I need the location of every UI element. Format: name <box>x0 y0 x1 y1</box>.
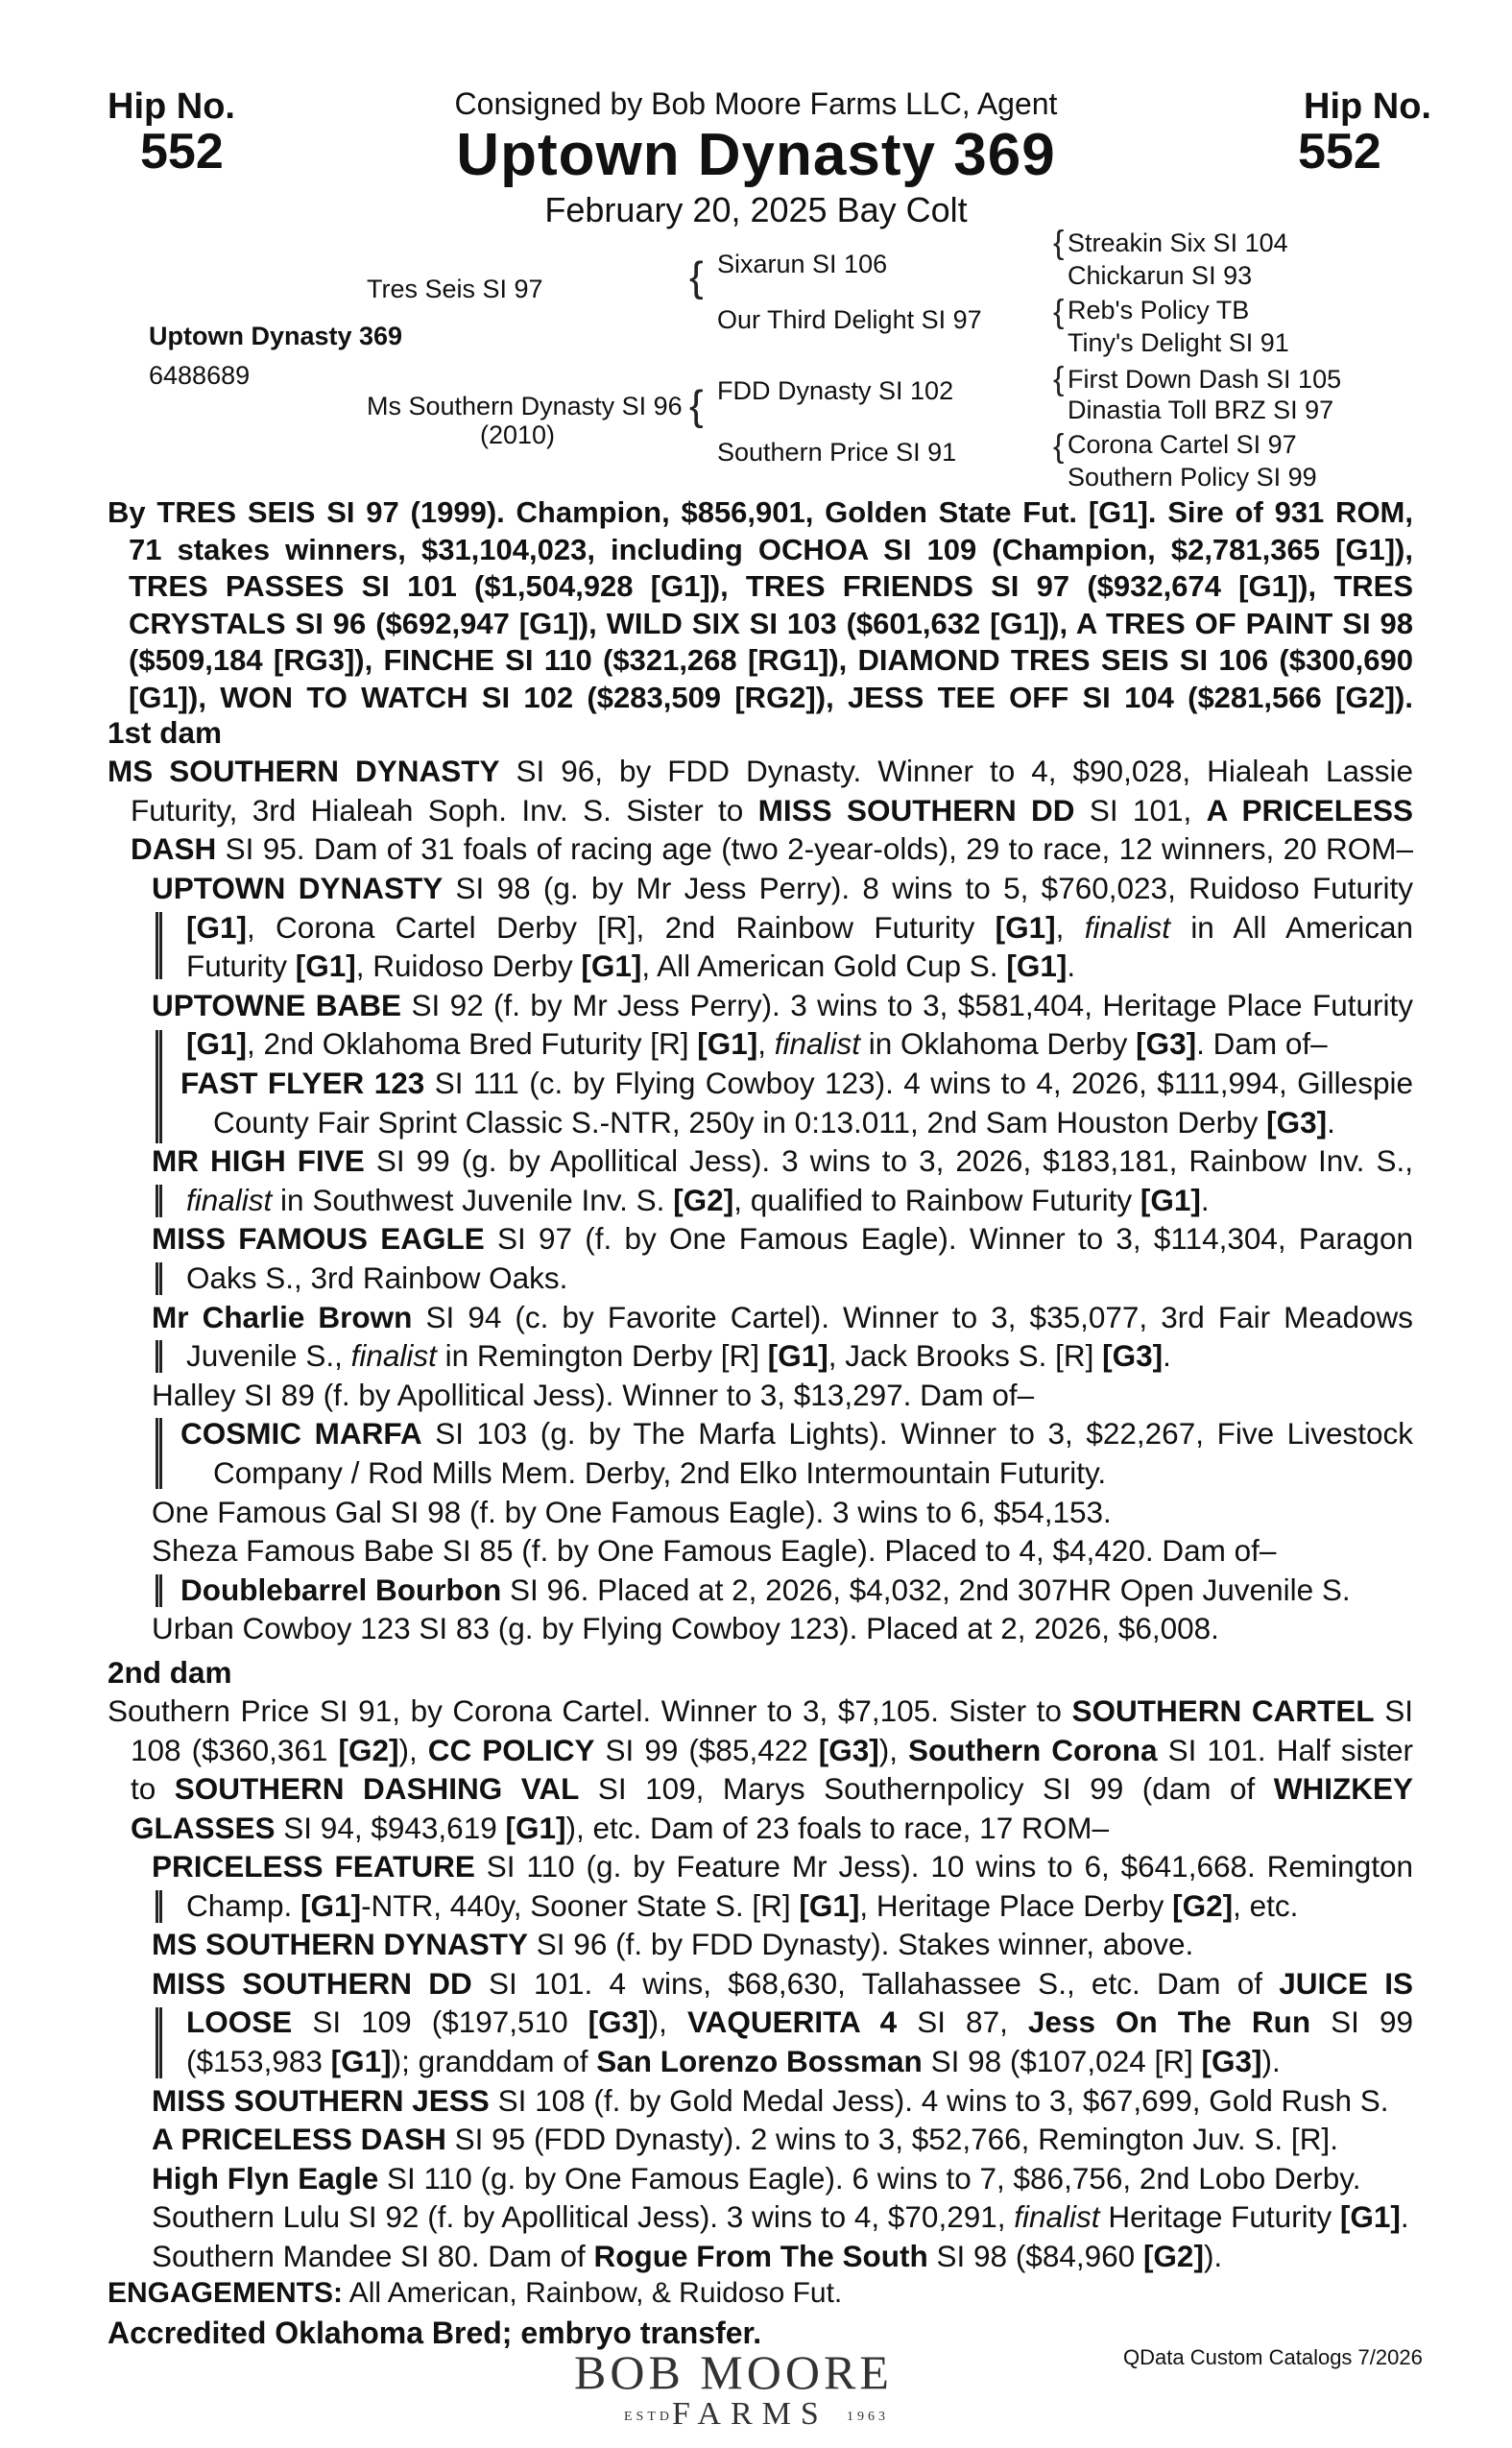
logo-line1: BOB MOORE <box>574 2345 893 2399</box>
sire-line: By TRES SEIS SI 97 (1999). Champion, $856,901, Golden State Fut. [G1]. Sire of 931 ROM, <box>108 495 1413 529</box>
pedigree-dsd: Dinastia Toll BRZ SI 97 <box>1068 396 1334 424</box>
produce-line: Futurity [G1], Ruidoso Derby [G1], All American Gold Cup S. [G1]. <box>186 948 1076 984</box>
hip-number-right: 552 <box>1298 124 1381 180</box>
produce-line: COSMIC MARFA SI 103 (g. by The Marfa Lights). Winner to 3, $22,267, Five Livestock <box>180 1416 1413 1452</box>
indent-bar <box>156 912 162 979</box>
pedigree-sdd: Tiny's Delight SI 91 <box>1068 328 1289 357</box>
produce-line: Southern Mandee SI 80. Dam of Rogue From The South SI 98 ($84,960 [G2]). <box>152 2238 1223 2273</box>
pedigree-subject: Uptown Dynasty 369 <box>149 322 403 350</box>
footer-credit: QData Custom Catalogs 7/2026 <box>1123 2345 1423 2369</box>
pedigree-dam-year: (2010) <box>480 420 556 449</box>
pedigree-ds: FDD Dynasty SI 102 <box>717 376 954 405</box>
produce-line: Mr Charlie Brown SI 94 (c. by Favorite Cartel). Winner to 3, $35,077, 3rd Fair Meadows <box>152 1299 1413 1334</box>
produce-line: Doublebarrel Bourbon SI 96. Placed at 2, 2026, $4,032, 2nd 307HR Open Juvenile S. <box>180 1572 1351 1607</box>
sire-line: CRYSTALS SI 96 ($692,947 [G1]), WILD SIX SI 103 ($601,632 [G1]), A TRES OF PAINT SI 98 <box>129 606 1413 640</box>
produce-line: [G1], Corona Cartel Derby [R], 2nd Rainbow Futurity [G1], finalist in All American <box>186 909 1413 945</box>
produce-line: UPTOWN DYNASTY SI 98 (g. by Mr Jess Perry). 8 wins to 5, $760,023, Ruidoso Futurity <box>152 871 1414 905</box>
produce-line: MISS FAMOUS EAGLE SI 97 (f. by One Famous Eagle). Winner to 3, $114,304, Paragon <box>152 1221 1413 1257</box>
produce-line: Urban Cowboy 123 SI 83 (g. by Flying Cowboy 123). Placed at 2, 2026, $6,008. <box>152 1611 1219 1646</box>
first-dam-paragraph <box>108 752 1413 869</box>
consignor-line: Consigned by Bob Moore Farms LLC, Agent <box>454 86 1058 121</box>
indent-bar <box>156 1185 162 1217</box>
sire-line: ($509,184 [RG3]), FINCHE SI 110 ($321,268 [RG1]), DIAMOND TRES SEIS SI 106 ($300,690 <box>129 643 1413 677</box>
pedigree-brace: { <box>1053 361 1065 397</box>
indent-bar <box>156 1574 162 1607</box>
logo-estd: ESTD <box>624 2410 673 2424</box>
sire-line: TRES PASSES SI 101 ($1,504,928 [G1]), TRES FRIENDS SI 97 ($932,674 [G1]), TRES <box>129 569 1413 603</box>
pedigree-sss: Streakin Six SI 104 <box>1068 228 1288 257</box>
produce-line: One Famous Gal SI 98 (f. by One Famous Eagle). 3 wins to 6, $54,153. <box>152 1494 1112 1529</box>
pedigree-brace: { <box>689 253 704 300</box>
indent-bar <box>156 1340 162 1373</box>
hip-number-left: 552 <box>140 124 224 180</box>
pedigree-reg-number: 6488689 <box>149 361 251 390</box>
indent-bar <box>156 1030 162 1143</box>
hip-label-left: Hip No. <box>108 86 235 127</box>
dam-line: Southern Price SI 91, by Corona Cartel. Winner to 3, $7,105. Sister to SOUTHERN CARTEL SI <box>108 1693 1414 1728</box>
logo-line2: FARMS <box>672 2396 828 2432</box>
dam-line: Futurity, 3rd Hialeah Soph. Inv. S. Sister to MISS SOUTHERN DD SI 101, A PRICELESS <box>131 792 1413 828</box>
accredited-line: Accredited Oklahoma Bred; embryo transfer. <box>108 2316 762 2350</box>
sire-paragraph <box>108 494 1413 716</box>
pedigree-sds: Reb's Policy TB <box>1068 296 1250 324</box>
produce-line: Juvenile S., finalist in Remington Derby [R] [G1], Jack Brooks S. [R] [G3]. <box>186 1338 1171 1374</box>
pedigree-brace: { <box>1053 294 1065 330</box>
produce-line: UPTOWNE BABE SI 92 (f. by Mr Jess Perry). 3 wins to 3, $581,404, Heritage Place Futurity <box>152 987 1413 1022</box>
dam-line: DASH SI 95. Dam of 31 foals of racing age (two 2-year-olds), 29 to race, 12 winners, 20 ROM– <box>131 831 1413 867</box>
hip-label-right: Hip No. <box>1304 86 1431 127</box>
pedigree-ddd: Southern Policy SI 99 <box>1068 463 1317 492</box>
indent-bar <box>156 1418 162 1489</box>
dam-line: to SOUTHERN DASHING VAL SI 109, Marys Southernpolicy SI 99 (dam of WHIZKEY <box>131 1771 1413 1807</box>
pedigree-sd: Our Third Delight SI 97 <box>717 305 982 334</box>
produce-line: MISS SOUTHERN JESS SI 108 (f. by Gold Medal Jess). 4 wins to 3, $67,699, Gold Rush S. <box>152 2082 1389 2118</box>
produce-line: ($153,983 [G1]); granddam of San Lorenzo Bossman SI 98 ($107,024 [R] [G3]). <box>186 2043 1281 2078</box>
second-dam-produce <box>152 1847 1413 2276</box>
pedigree-brace: { <box>689 382 704 429</box>
engagements-line: ENGAGEMENTS: All American, Rainbow, & Ruidoso Fut. <box>108 2277 843 2309</box>
produce-line: PRICELESS FEATURE SI 110 (g. by Feature Mr Jess). 10 wins to 6, $641,668. Remington <box>152 1849 1414 1884</box>
produce-line: Champ. [G1]-NTR, 440y, Sooner State S. [R] [G1], Heritage Place Derby [G2], etc. <box>186 1887 1299 1923</box>
produce-line: LOOSE SI 109 ($197,510 [G3]), VAQUERITA 4 SI 87, Jess On The Run SI 99 <box>186 2004 1413 2040</box>
pedigree-ssd: Chickarun SI 93 <box>1068 261 1253 290</box>
produce-line: MS SOUTHERN DYNASTY SI 96 (f. by FDD Dynasty). Stakes winner, above. <box>152 1927 1194 1962</box>
pedigree-ss: Sixarun SI 106 <box>717 250 888 278</box>
produce-line: Southern Lulu SI 92 (f. by Apollitical Jess). 3 wins to 4, $70,291, finalist Heritage Futurity [G1]. <box>152 2199 1409 2235</box>
produce-line: Halley SI 89 (f. by Apollitical Jess). Winner to 3, $13,297. Dam of– <box>152 1377 1035 1412</box>
sire-line: 71 stakes winners, $31,104,023, including OCHOA SI 109 (Champion, $2,781,365 [G1]), <box>129 532 1413 566</box>
pedigree-brace: { <box>1053 225 1065 261</box>
produce-line: Company / Rod Mills Mem. Derby, 2nd Elko Intermountain Futurity. <box>213 1454 1107 1490</box>
dam-line: MS SOUTHERN DYNASTY SI 96, by FDD Dynasty. Winner to 4, $90,028, Hialeah Lassie <box>108 754 1413 788</box>
sire-line: [G1]), WON TO WATCH SI 102 ($283,509 [RG2]), JESS TEE OFF SI 104 ($281,566 [G2]). <box>129 680 1413 714</box>
dam-line: 108 ($360,361 [G2]), CC POLICY SI 99 ($85,422 [G3]), Southern Corona SI 101. Half sister <box>131 1732 1413 1767</box>
first-dam-produce <box>152 869 1413 1648</box>
pedigree-brace: { <box>1053 428 1065 465</box>
produce-line: A PRICELESS DASH SI 95 (FDD Dynasty). 2 wins to 3, $52,766, Remington Juv. S. [R]. <box>152 2122 1338 2157</box>
second-dam-heading: 2nd dam <box>108 1655 232 1690</box>
pedigree-sire: Tres Seis SI 97 <box>367 275 543 303</box>
produce-line: Oaks S., 3rd Rainbow Oaks. <box>186 1260 568 1295</box>
indent-bar <box>156 2007 162 2078</box>
produce-line: FAST FLYER 123 SI 111 (c. by Flying Cowboy 123). 4 wins to 4, 2026, $111,994, Gillespie <box>180 1065 1413 1100</box>
produce-line: MISS SOUTHERN DD SI 101. 4 wins, $68,630, Tallahassee S., etc. Dam of JUICE IS <box>152 1965 1413 2001</box>
dam-line: GLASSES SI 94, $943,619 [G1]), etc. Dam of 23 foals to race, 17 ROM– <box>131 1810 1109 1845</box>
pedigree-dss: First Down Dash SI 105 <box>1068 365 1342 394</box>
produce-line: Sheza Famous Babe SI 85 (f. by One Famous Eagle). Placed to 4, $4,420. Dam of– <box>152 1533 1277 1569</box>
produce-line: [G1], 2nd Oklahoma Bred Futurity [R] [G1], finalist in Oklahoma Derby [G3]. Dam of– <box>186 1026 1328 1062</box>
logo-year: 1963 <box>847 2410 889 2424</box>
pedigree-dd: Southern Price SI 91 <box>717 438 957 467</box>
first-dam-heading: 1st dam <box>108 715 223 750</box>
produce-line: High Flyn Eagle SI 110 (g. by One Famous Eagle). 6 wins to 7, $86,756, 2nd Lobo Derby. <box>152 2160 1361 2196</box>
pedigree-dam: Ms Southern Dynasty SI 96 <box>367 392 683 420</box>
horse-title: Uptown Dynasty 369 <box>456 122 1056 188</box>
produce-line: MR HIGH FIVE SI 99 (g. by Apollitical Jess). 3 wins to 3, 2026, $183,181, Rainbow Inv. S., <box>152 1143 1413 1179</box>
second-dam-paragraph <box>108 1692 1413 1847</box>
pedigree-dds: Corona Cartel SI 97 <box>1068 430 1297 459</box>
produce-line: County Fair Sprint Classic S.-NTR, 250y in 0:13.011, 2nd Sam Houston Derby [G3]. <box>213 1104 1335 1140</box>
indent-bar <box>156 1262 162 1295</box>
indent-bar <box>156 1890 162 1923</box>
produce-line: finalist in Southwest Juvenile Inv. S. [G2], qualified to Rainbow Futurity [G1]. <box>186 1182 1210 1217</box>
foaling-date-line: February 20, 2025 Bay Colt <box>544 190 968 229</box>
